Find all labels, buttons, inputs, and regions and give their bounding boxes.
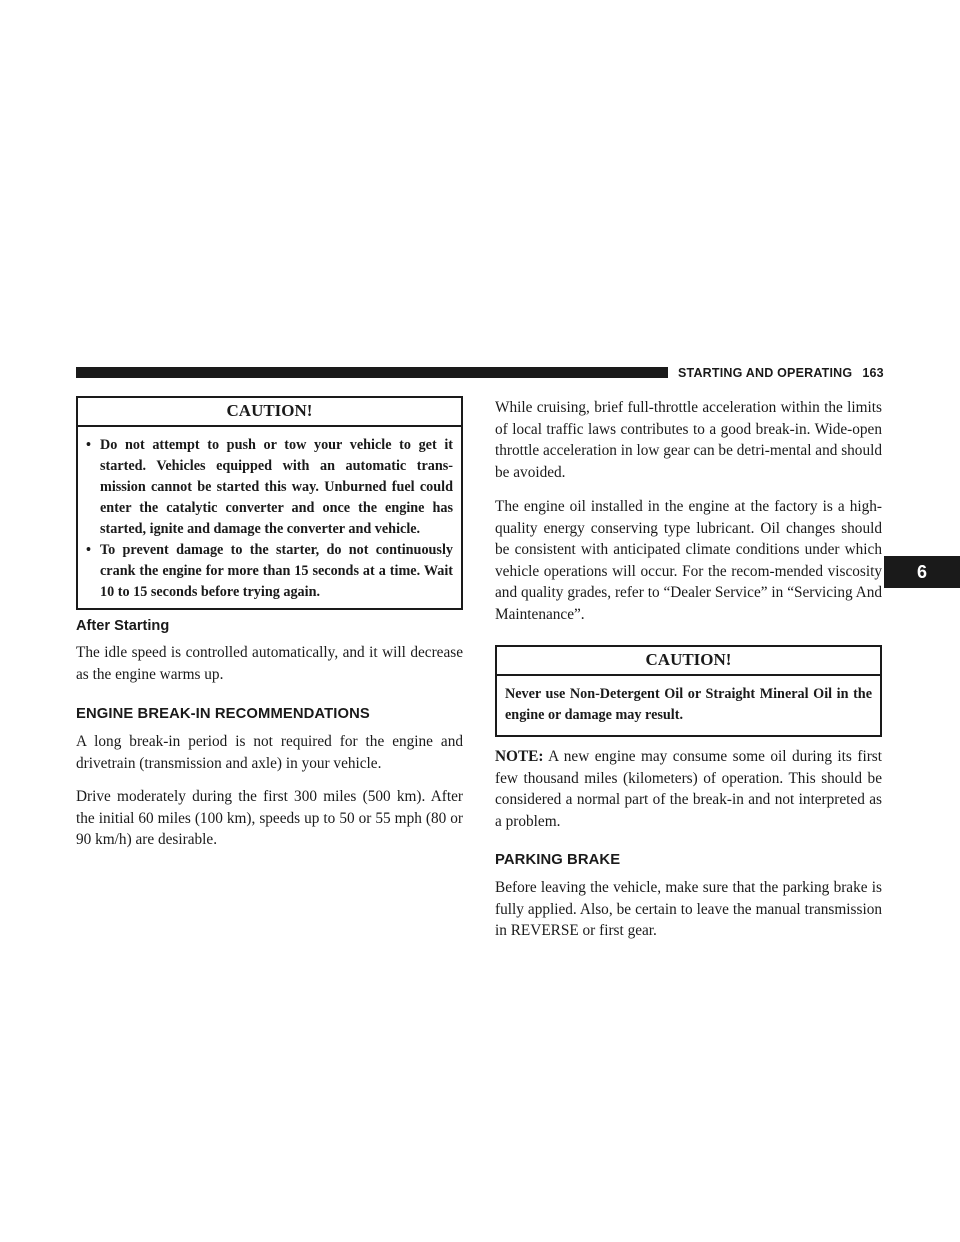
- paragraph-engine-oil: The engine oil installed in the engine at the factory is a high-quality energy conserving type lubricant. Oil changes should be consistent with anticipated climate conditions under which vehicle operations will occur. For the recom-mended viscosity and quality grades, refer to “Dealer Service” in “Servicing And Maintenance”.: [495, 498, 882, 623]
- caution-list: [86, 435, 453, 603]
- page-number: 163: [862, 366, 884, 380]
- bullet-icon: •: [86, 542, 91, 558]
- heading-after-starting: After Starting: [76, 618, 170, 634]
- running-header: [678, 366, 884, 380]
- paragraph-break-in-2: Drive moderately during the first 300 miles (500 km). After the initial 60 miles (100 km), speeds up to 50 or 55 mph (80 or 90 km/h) are desirable.: [76, 788, 463, 848]
- header-rule: [76, 367, 668, 378]
- note-label: NOTE:: [495, 748, 544, 765]
- caution-item: [86, 540, 453, 603]
- section-title: STARTING AND OPERATING: [678, 366, 853, 380]
- caution-box-starting: [76, 396, 463, 610]
- heading-break-in: ENGINE BREAK-IN RECOMMENDATIONS: [76, 706, 370, 722]
- caution-body: [78, 427, 461, 611]
- caution-item-text: To prevent damage to the starter, do not continuously crank the engine for more than 15 seconds at a time. Wait 10 to 15 seconds before trying again.: [100, 542, 453, 600]
- caution-body: Never use Non-Detergent Oil or Straight Mineral Oil in the engine or damage may result.: [505, 686, 872, 723]
- note-text: A new engine may consume some oil during its first few thousand miles (kilometers) of operation. This should be considered a normal part of the break-in and not interpreted as a problem.: [495, 748, 883, 830]
- bullet-icon: •: [86, 437, 91, 453]
- paragraph-break-in-1: A long break-in period is not required for the engine and drivetrain (transmission and axle) in your vehicle.: [76, 733, 463, 772]
- paragraph-after-starting: The idle speed is controlled automatically, and it will decrease as the engine warms up.: [76, 644, 463, 683]
- heading-parking-brake: PARKING BRAKE: [495, 852, 621, 868]
- paragraph-cruising: While cruising, brief full-throttle acceleration within the limits of local traffic laws contributes to a good break-in. Wide-open throttle acceleration in low gear can be detri-mental and should be avoided.: [495, 399, 882, 481]
- caution-item-text: Do not attempt to push or tow your vehicle to get it started. Vehicles equipped with an automatic trans-mission cannot be started this way. Unburned fuel could enter the catalytic converter and once the engine has started, ignite and damage the converter and vehicle.: [100, 437, 453, 537]
- caution-box-oil: [495, 645, 882, 737]
- left-column: [76, 396, 463, 851]
- chapter-tab: 6: [884, 556, 960, 588]
- caution-title: CAUTION!: [78, 398, 461, 427]
- right-column: [495, 397, 882, 942]
- caution-item: [86, 435, 453, 540]
- paragraph-parking-brake: Before leaving the vehicle, make sure that the parking brake is fully applied. Also, be certain to leave the manual transmission in REVERSE or first gear.: [495, 879, 882, 939]
- caution-title: CAUTION!: [497, 647, 880, 676]
- note-paragraph: [495, 746, 882, 832]
